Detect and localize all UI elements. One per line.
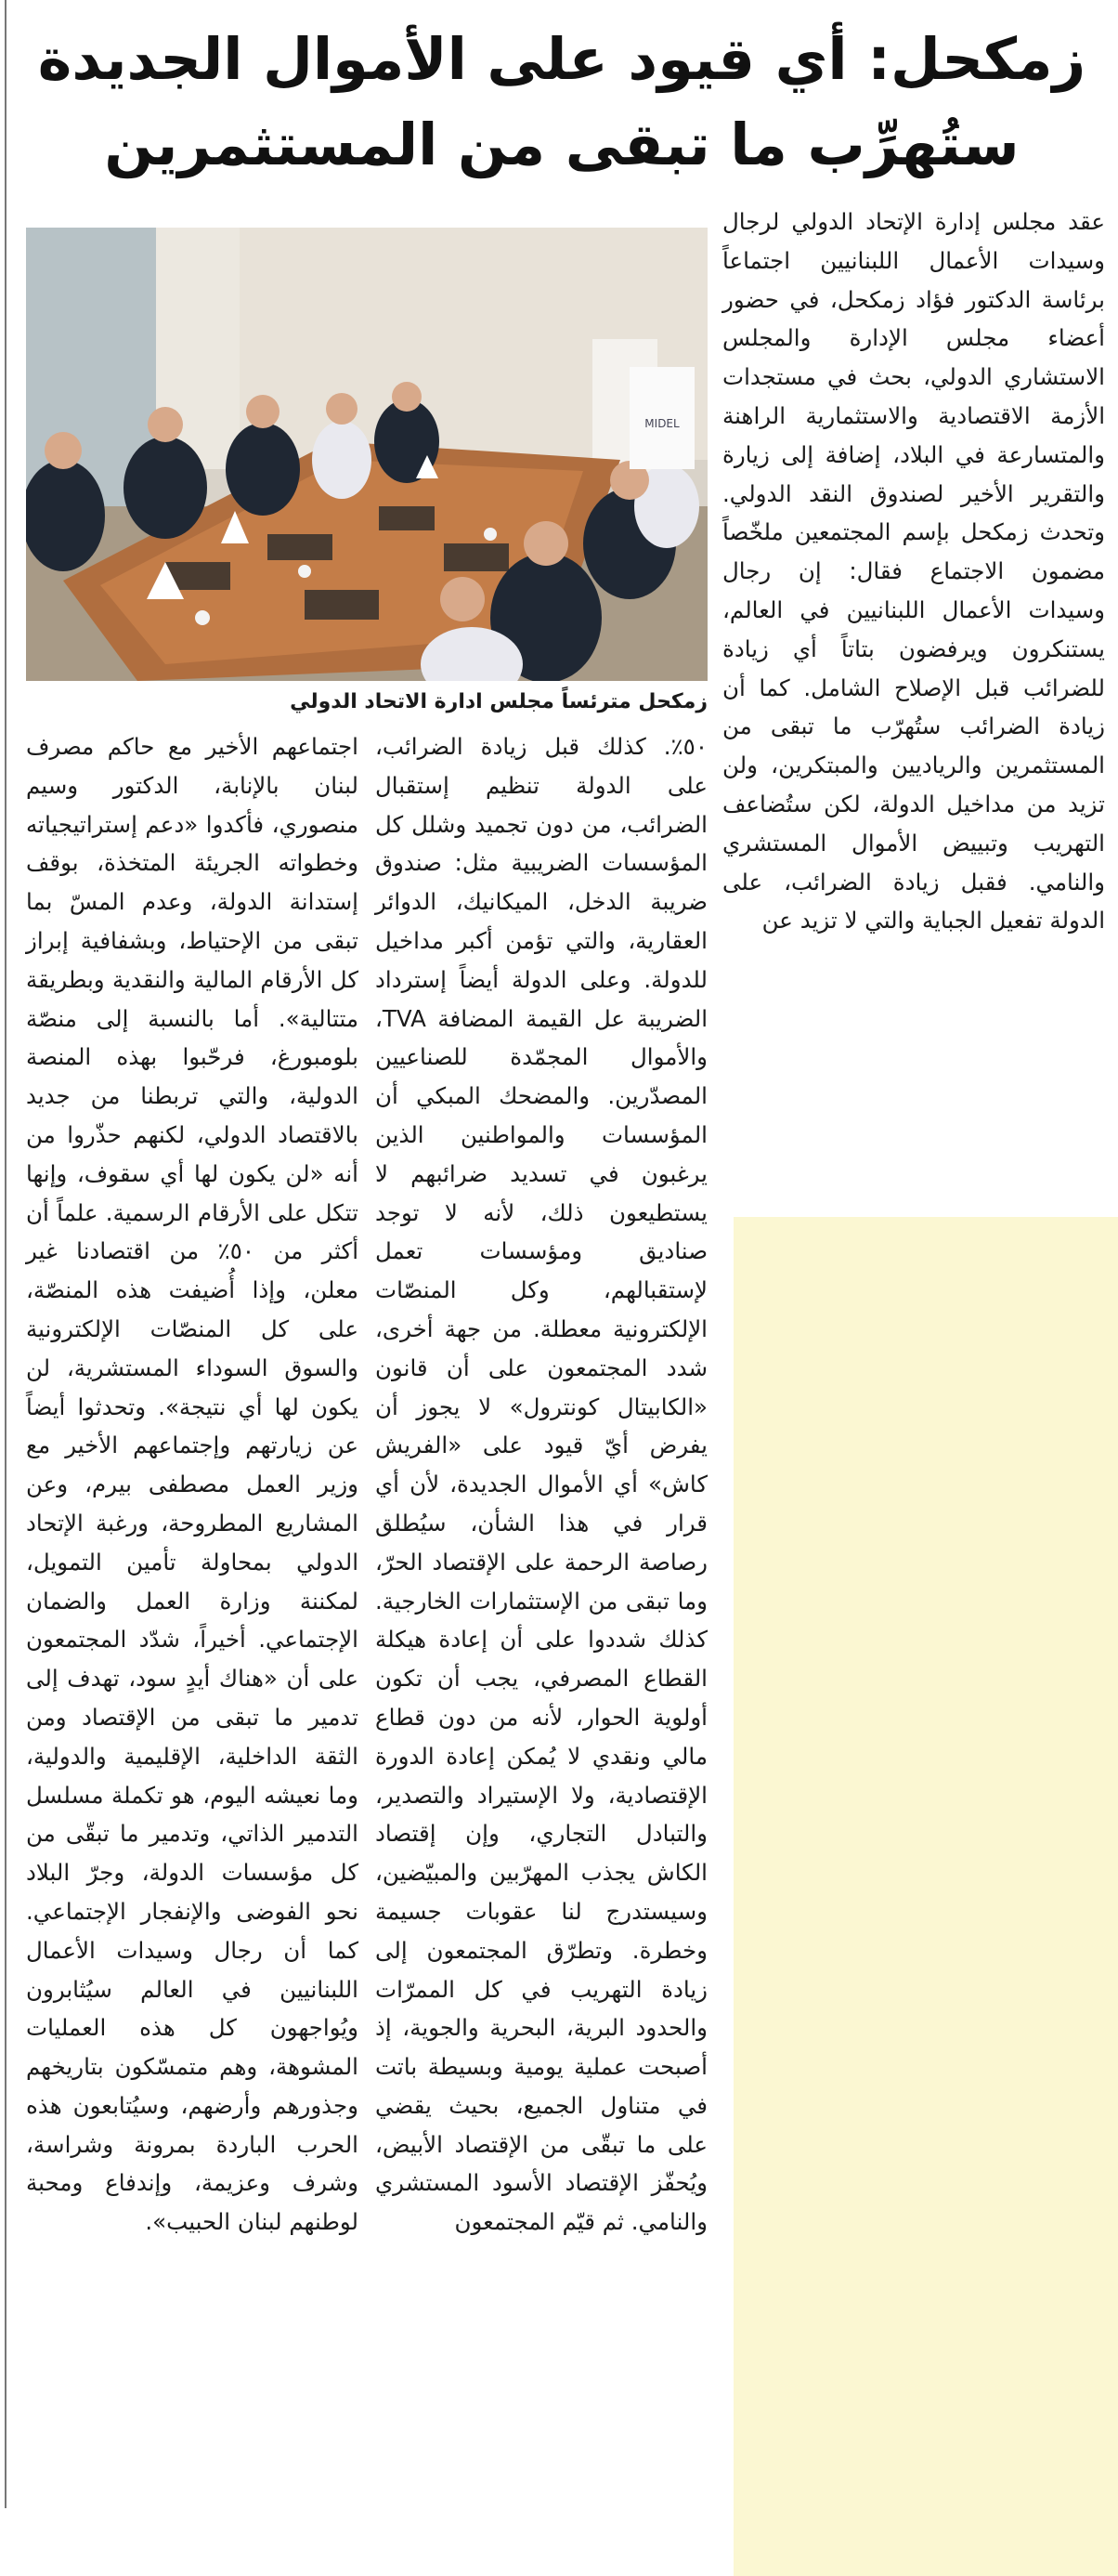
left-column-rule: [5, 0, 6, 2508]
article-column-2: ٥٠٪. كذلك قبل زيادة الضرائب، على الدولة تنظيم إستقبال الضرائب، من دون تجميد وشلل كل المؤسسات الضريبية مثل: صندوق ضريبة الدخل، الميكانيك، الدوائر العقارية، والتي تؤمن أكبر مداخيل للدولة. وعلى الدولة أيضاً إسترداد الضريبة عل القيمة المضافة TVA، والأموال المجمّدة للصناعيين المصدّرين. والمضحك المبكي أن المؤسسات والمواطنين الذين يرغبون في تسديد ضرائبهم لا يستطيعون ذلك، لأنه لا توجد صناديق ومؤسسات تعمل لإستقبالهم، وكل المنصّات الإلكترونية معطلة. من جهة أخرى، شدد المجتمعون على أن قانون «الكابيتال كونترول» لا يجوز أن يفرض أيّ قيود على «الفريش كاش» أي الأموال الجديدة، لأن أي قرار في هذا الشأن، سيُطلق رصاصة الرحمة على الإقتصاد الحرّ، وما تبقى من الإستثمارات الخارجية. كذلك شددوا على أن إعادة هيكلة القطاع المصرفي، يجب أن تكون أولوية الحوار، لأنه من دون قطاع مالي ونقدي لا يُمكن إعادة الدورة الإقتصادية، ولا الإستيراد والتصدير، والتبادل التجاري، وإن إقتصاد الكاش يجذب المهرّبين والمبيّضين، وسيستدرج لنا عقوبات جسيمة وخطرة. وتطرّق المجتمعون إلى زيادة التهريب في كل الممرّات والحدود البرية، البحرية والجوية، إذ أصبحت عملية يومية وبسيطة باتت في متناول الجميع، بحيث يقضي على ما تبقّى من الإقتصاد الأبيض، ويُحفّز الإقتصاد الأسود المستشري والنامي. ثم قيّم المجتمعون: [375, 733, 708, 2236]
meeting-photo: [26, 228, 708, 681]
photo-sign-text: MIDEL: [644, 417, 680, 430]
photo-caption: زمكحل مترئساً مجلس ادارة الاتحاد الدولي: [290, 690, 708, 713]
article-column-1: عقد مجلس إدارة الإتحاد الدولي لرجال وسيدات الأعمال اللبنانيين اجتماعاً برئاسة الدكتور فؤاد زمكحل، في حضور أعضاء مجلس الإدارة والمجلس الاستشاري الدولي، بحث في مستجدات الأزمة الاقتصادية والاستثمارية الراهنة والمتسارعة في البلاد، إضافة إلى زيارة والتقرير الأخير لصندوق النقد الدولي. وتحدث زمكحل بإسم المجتمعين ملخّصاً مضمون الاجتماع فقال: إن رجال وسيدات الأعمال اللبنانيين في العالم، يستنكرون ويرفضون بتاتاً أي زيادة للضرائب قبل الإصلاح الشامل. كما أن زيادة الضرائب ستُهرّب ما تبقى من المستثمرين والرياديين والمبتكرين، ولن تزيد من مداخيل الدولة، لكن ستُضاعف التهريب وتبييض الأموال المستشري والنامي. فقبل زيادة الضرائب، على الدولة تفعيل الجباية والتي لا تزيد عن: [722, 208, 1105, 935]
highlight-marker: [734, 1217, 1118, 2576]
meeting-photo-illustration: [26, 228, 708, 681]
headline-line-1: زمكحل: أي قيود على الأموال الجديدة: [37, 25, 1086, 93]
headline: [19, 17, 1105, 188]
article-column-3: اجتماعهم الأخير مع حاكم مصرف لبنان بالإنابة، الدكتور وسيم منصوري، فأكدوا «دعم إستراتيجياته وخطواته الجريئة المتخذة، بوقف إستدانة الدولة، وعدم المسّ بما تبقى من الإحتياط، وبشفافية إبراز كل الأرقام المالية والنقدية وبطريقة متتالية». أما بالنسبة إلى منصّة بلومبورغ، فرحّبوا بهذه المنصة الدولية، والتي تربطنا من جديد بالاقتصاد الدولي، لكنهم حذّروا من أنه «لن يكون لها أي سقوف، وإنها تتكل على الأرقام الرسمية. علماً أن أكثر من ٥٠٪ من اقتصادنا غير معلن، وإذا أُضيفت هذه المنصّة، على كل المنصّات الإلكترونية والسوق السوداء المستشرية، لن يكون لها أي نتيجة». وتحدثوا أيضاً عن زيارتهم وإجتماعهم الأخير مع وزير العمل مصطفى بيرم، وعن المشاريع المطروحة، ورغبة الإتحاد الدولي بمحاولة تأمين التمويل، لمكننة وزارة العمل والضمان الإجتماعي. أخيراً، شدّد المجتمعون على أن «هناك أيدٍ سود، تهدف إلى تدمير ما تبقى من الإقتصاد ومن الثقة الداخلية، الإقليمية والدولية، وما نعيشه اليوم، هو تكملة مسلسل التدمير الذاتي، وتدمير ما تبقّى من كل مؤسسات الدولة، وجرّ البلاد نحو الفوضى والإنفجار الإجتماعي. كما أن رجال وسيدات الأعمال اللبنانيين في العالم سيُثابرون ويُواجهون كل هذه العمليات المشوهة، وهم متمسّكون بتاريخهم وجذورهم وأرضهم، وسيُتابعون هذه الحرب الباردة بمرونة وشراسة، وشرف وعزيمة، وإندفاع ومحبة لوطنهم لبنان الحبيب».: [26, 733, 358, 2236]
headline-line-2: ستُهرِّب ما تبقى من المستثمرين: [104, 111, 1020, 178]
